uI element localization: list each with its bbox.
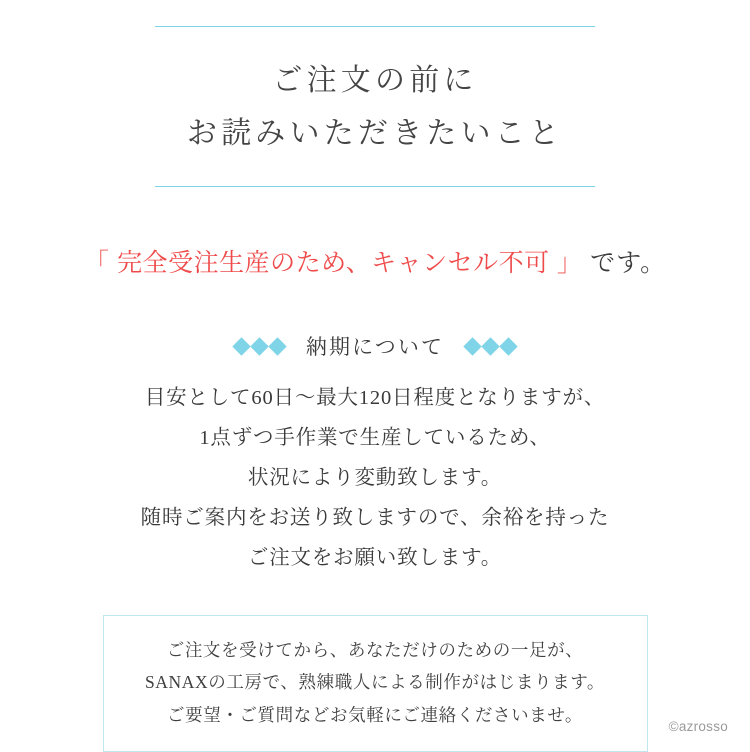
body-line: 目安として60日〜最大120日程度となりますが、: [144, 387, 606, 409]
diamond-icon: [499, 337, 517, 355]
diamond-icon: [481, 337, 499, 355]
copyright-credit: ©azrosso: [668, 719, 728, 734]
divider-bottom: [155, 186, 595, 187]
divider-top: [155, 26, 595, 27]
diamond-icon: [250, 337, 268, 355]
delivery-section-label: 納期について: [305, 335, 445, 359]
note-line: ご注文を受けてから、あなただけのための一足が、: [166, 639, 584, 660]
notice-highlight: 完全受注生産のため、キャンセル不可: [117, 250, 550, 277]
delivery-body-text: [0, 379, 750, 579]
page-title-line-1: ご注文の前に: [272, 64, 478, 97]
diamond-icon: [268, 337, 286, 355]
delivery-section-heading: [0, 331, 750, 361]
page-title: [0, 55, 750, 160]
diamond-group-right: [466, 340, 515, 353]
diamond-group-left: [235, 340, 284, 353]
notice-open-bracket: 「: [83, 250, 110, 277]
workshop-note-box: [103, 615, 648, 752]
notice-tail: です。: [590, 250, 667, 277]
cancellation-notice: [0, 243, 750, 279]
notice-close-bracket: 」: [556, 250, 583, 277]
body-line: 随時ご案内をお送り致しますので、余裕を持った: [140, 506, 610, 529]
diamond-icon: [463, 337, 481, 355]
body-line: 状況により変動致します。: [247, 466, 503, 489]
page-title-line-2: お読みいただきたいこと: [186, 116, 564, 150]
header: [0, 0, 750, 187]
body-line: ご注文をお願い致します。: [247, 546, 503, 569]
note-line: ご要望・ご質問などお気軽にご連絡くださいませ。: [166, 704, 584, 725]
note-line: SANAXの工房で、熟練職人による制作がはじまります。: [144, 672, 606, 693]
diamond-icon: [232, 337, 250, 355]
body-line: 1点ずつ手作業で生産しているため、: [199, 426, 551, 449]
